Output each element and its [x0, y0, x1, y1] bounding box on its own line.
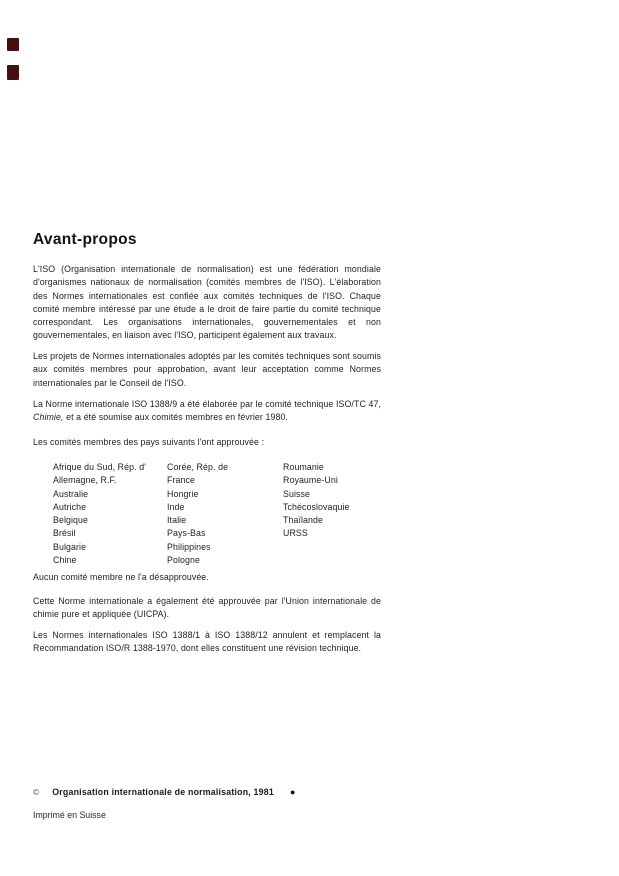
country-name: Autriche	[53, 501, 87, 512]
copyright-text: Organisation internationale de normalisation, 1981	[52, 787, 274, 797]
paragraph-standard-origin	[33, 398, 381, 425]
binding-mark-bottom	[7, 65, 19, 80]
approval-intro-line: Les comités membres des pays suivants l'ont approuvée :	[33, 437, 265, 447]
country-name: Roumanie	[283, 462, 324, 472]
country-name: Royaume-Uni	[283, 475, 338, 486]
approving-countries-list	[0, 461, 619, 571]
country-name: Tchécoslovaquie	[283, 501, 350, 512]
country-name: Pologne	[167, 555, 200, 566]
bullet-dot: ●	[289, 787, 296, 797]
country-name: Italie	[167, 515, 187, 526]
paragraph-uicpa-approval: Cette Norme internationale a également été approuvée par l'Union internationale de chimie pure et appliquée (UICPA).	[33, 596, 381, 620]
copyright-symbol: ©	[33, 787, 40, 797]
copyright-line	[33, 786, 295, 798]
committee-name-italic: Chimie,	[33, 412, 64, 423]
country-name: Pays-Bas	[167, 528, 206, 539]
origin-text-after: et a été soumise aux comités membres en février 1980.	[63, 412, 288, 423]
countries-column-3	[283, 461, 350, 541]
country-name: Belgique	[53, 515, 89, 526]
country-name: Allemagne, R.F.	[53, 475, 117, 486]
country-name: Brésil	[53, 528, 76, 539]
country-name: Bulgarie	[53, 541, 87, 552]
paragraph-draft-adoption: Les projets de Normes internationales adoptés par les comités techniques sont soumis aux comités membres pour approbation, avant leur acceptation comme Normes internationales par le Conseil de l'ISO.	[33, 351, 381, 388]
page-title: Avant-propos	[33, 231, 137, 248]
country-name: Thaïlande	[283, 515, 324, 526]
country-name: Suisse	[283, 488, 311, 499]
country-name: Hongrie	[167, 488, 199, 499]
origin-text-before: La Norme internationale ISO 1388/9 a été élaborée par le comité technique ISO/TC 47,	[33, 399, 381, 409]
country-name: URSS	[283, 528, 308, 539]
countries-column-1	[53, 461, 146, 567]
paragraph-no-disapproval: Aucun comité membre ne l'a désapprouvée.	[33, 572, 209, 582]
country-name: Chine	[53, 555, 77, 566]
paragraph-iso-intro: L'ISO (Organisation internationale de normalisation) est une fédération mondiale d'organismes nationaux de normalisation (comités membres de l'ISO). L'élaboration des Normes internationales est confiée aux comités techniques de l'ISO. Chaque comité membre intéressé par une étude a le droit de faire partie du comité technique correspondant. Les organisations internationales, gouvernementales et non gouvernementales, en liaison avec l'ISO, participent également aux travaux.	[33, 264, 381, 341]
country-name: Corée, Rép. de	[167, 462, 229, 472]
country-name: Philippines	[167, 541, 211, 552]
paragraph-replacement-note: Les Normes internationales ISO 1388/1 à ISO 1388/12 annulent et remplacent la Recommandation ISO/R 1388-1970, dont elles constituent une révision technique.	[33, 630, 381, 654]
country-name: Australie	[53, 488, 89, 499]
countries-column-2	[167, 461, 228, 567]
printed-in-line: Imprimé en Suisse	[33, 810, 106, 820]
country-name: France	[167, 475, 195, 486]
country-name: Afrique du Sud, Rép. d'	[53, 462, 146, 472]
country-name: Inde	[167, 501, 185, 512]
binding-mark-top	[7, 38, 19, 51]
